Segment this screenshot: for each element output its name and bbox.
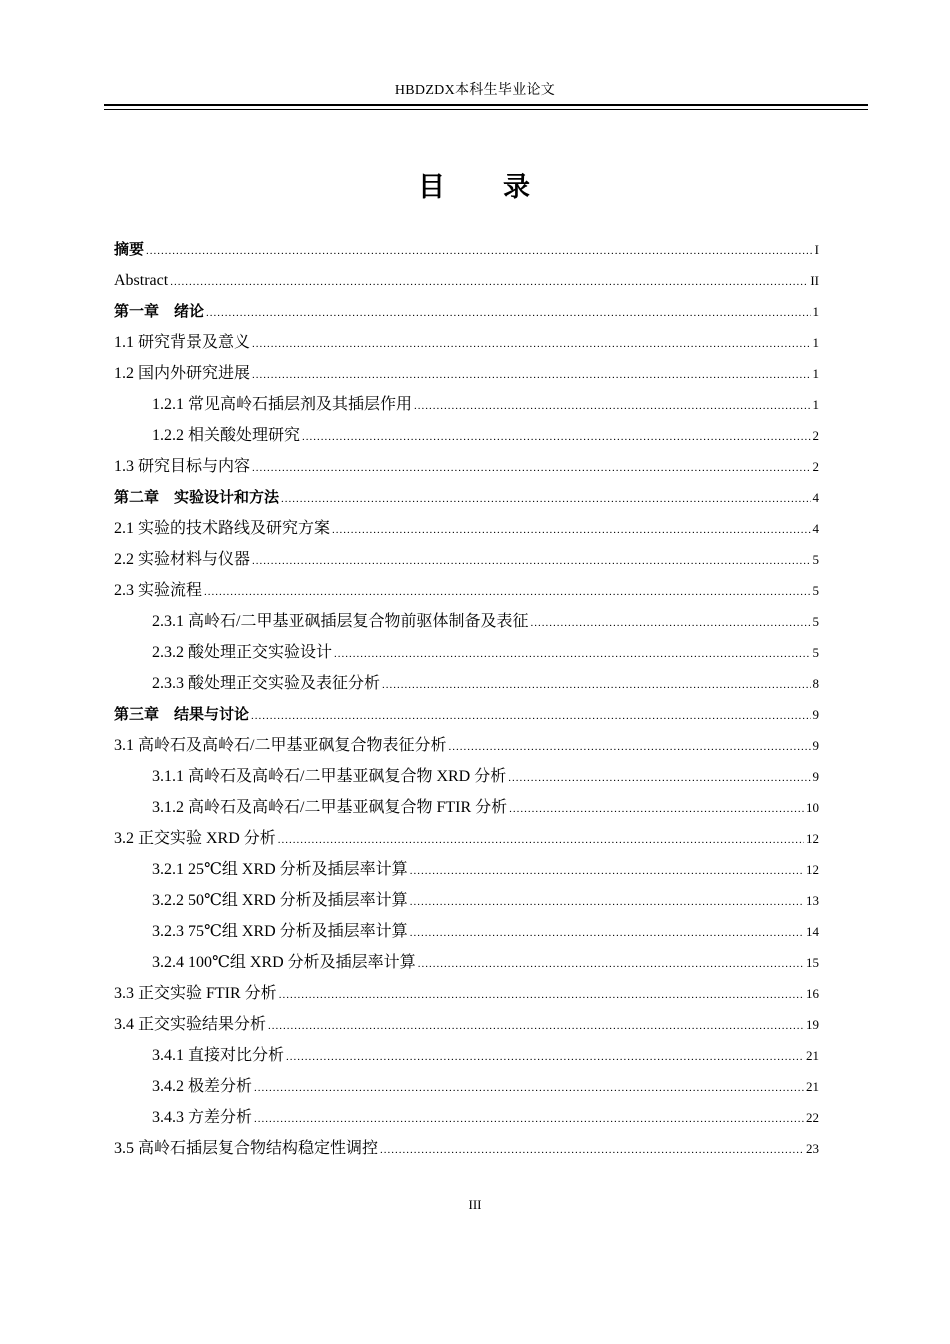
dot-leader <box>410 887 804 918</box>
dot-leader <box>254 1073 804 1104</box>
toc-entry-page: 1 <box>812 397 819 412</box>
toc-entry-page: 22 <box>806 1110 819 1125</box>
toc-entry-1-2[interactable] <box>114 358 819 389</box>
toc-entry-label: 3.2.1 25℃组 XRD 分析及插层率计算 <box>152 861 408 878</box>
dot-leader <box>509 794 804 825</box>
dot-leader <box>268 1011 804 1042</box>
dot-leader <box>302 422 810 453</box>
toc-entry-1-1[interactable] <box>114 327 819 358</box>
toc-entry-3-2[interactable] <box>114 823 819 854</box>
toc-entry-page: 13 <box>806 893 819 908</box>
toc-entry-label: 3.2.4 100℃组 XRD 分析及插层率计算 <box>152 954 416 971</box>
toc-entry-page: II <box>810 273 819 288</box>
dot-leader <box>254 1104 804 1135</box>
toc-entry-page: 15 <box>806 955 819 970</box>
dot-leader <box>279 980 804 1011</box>
toc-entry-3-1-2[interactable] <box>114 792 819 823</box>
toc-entry-label: 3.2.3 75℃组 XRD 分析及插层率计算 <box>152 923 408 940</box>
toc-entry-1-2-1[interactable] <box>114 389 819 420</box>
header-rule-thick <box>104 104 868 106</box>
toc-entry-label: 3.4.3 方差分析 <box>152 1109 253 1126</box>
toc-entry-page: 12 <box>806 831 819 846</box>
toc-entry-label: 第一章 绪论 <box>114 302 205 320</box>
toc-entry-page: 9 <box>812 738 819 753</box>
toc-entry-label: 第三章 结果与讨论 <box>114 705 250 723</box>
toc-entry-3-2-1[interactable] <box>114 854 819 885</box>
toc-entry-page: 5 <box>812 583 819 598</box>
toc-entry-label: 3.3 正交实验 FTIR 分析 <box>114 985 277 1002</box>
toc-entry-page: 5 <box>812 614 819 629</box>
toc-list <box>114 234 819 1164</box>
toc-entry-page: 23 <box>806 1141 819 1156</box>
toc-entry-label: Abstract <box>114 272 169 289</box>
toc-entry-1-2-2[interactable] <box>114 420 819 451</box>
toc-entry-page: 14 <box>806 924 819 939</box>
toc-entry-2-3[interactable] <box>114 575 819 606</box>
dot-leader <box>251 701 810 732</box>
toc-entry-page: 21 <box>806 1048 819 1063</box>
toc-entry-label: 1.1 研究背景及意义 <box>114 334 251 351</box>
dot-leader <box>252 453 810 484</box>
toc-entry-1-3[interactable] <box>114 451 819 482</box>
toc-entry-page: 8 <box>812 676 819 691</box>
toc-entry-page: 9 <box>812 769 819 784</box>
toc-entry-label: 1.2 国内外研究进展 <box>114 365 251 382</box>
toc-entry-2-2[interactable] <box>114 544 819 575</box>
dot-leader <box>334 639 810 670</box>
toc-entry-label: 2.1 实验的技术路线及研究方案 <box>114 520 331 537</box>
dot-leader <box>252 329 810 360</box>
dot-leader <box>206 298 810 329</box>
toc-entry-3-1-1[interactable] <box>114 761 819 792</box>
toc-entry-page: 21 <box>806 1079 819 1094</box>
toc-entry-label: 3.5 高岭石插层复合物结构稳定性调控 <box>114 1140 379 1157</box>
toc-entry-page: 9 <box>812 707 819 722</box>
toc-entry-3-2-4[interactable] <box>114 947 819 978</box>
toc-entry-2-1[interactable] <box>114 513 819 544</box>
toc-entry-page: 2 <box>812 459 819 474</box>
toc-title <box>0 165 950 204</box>
toc-title-char-2: 录 <box>503 172 532 203</box>
toc-entry-page: 19 <box>806 1017 819 1032</box>
toc-entry-label: 2.3.1 高岭石/二甲基亚砜插层复合物前驱体制备及表征 <box>152 613 529 630</box>
toc-entry-label: 2.3 实验流程 <box>114 582 203 599</box>
toc-entry-label: 1.2.2 相关酸处理研究 <box>152 427 301 444</box>
toc-entry-page: 1 <box>812 335 819 350</box>
toc-entry-label: 1.3 研究目标与内容 <box>114 458 251 475</box>
toc-entry-3-3[interactable] <box>114 978 819 1009</box>
toc-entry-2-3-2[interactable] <box>114 637 819 668</box>
toc-entry-label: 3.1.2 高岭石及高岭石/二甲基亚砜复合物 FTIR 分析 <box>152 799 508 816</box>
toc-entry-label: 1.2.1 常见高岭石插层剂及其插层作用 <box>152 396 413 413</box>
dot-leader <box>146 236 813 267</box>
dot-leader <box>380 1135 804 1166</box>
page-header: HBDZDX本科生毕业论文 <box>394 83 556 98</box>
toc-title-char-1: 目 <box>418 172 447 203</box>
toc-entry-3-4-3[interactable] <box>114 1102 819 1133</box>
toc-entry-chapter-3[interactable] <box>114 699 819 730</box>
toc-entry-abstract-cn[interactable] <box>114 234 819 265</box>
dot-leader <box>448 732 810 763</box>
toc-entry-page: 12 <box>806 862 819 877</box>
dot-leader <box>252 546 810 577</box>
toc-entry-page: 1 <box>812 304 819 319</box>
toc-entry-page: 16 <box>806 986 819 1001</box>
toc-entry-label: 3.4 正交实验结果分析 <box>114 1016 267 1033</box>
toc-entry-abstract-en[interactable] <box>114 265 819 296</box>
dot-leader <box>286 1042 804 1073</box>
dot-leader <box>418 949 804 980</box>
toc-entry-label: 2.2 实验材料与仪器 <box>114 551 251 568</box>
dot-leader <box>410 918 804 949</box>
dot-leader <box>414 391 810 422</box>
toc-entry-label: 3.1.1 高岭石及高岭石/二甲基亚砜复合物 XRD 分析 <box>152 768 507 785</box>
toc-entry-3-4-1[interactable] <box>114 1040 819 1071</box>
dot-leader <box>170 267 808 298</box>
toc-entry-label: 第二章 实验设计和方法 <box>114 488 280 506</box>
toc-entry-label: 摘要 <box>114 240 145 258</box>
toc-entry-label: 3.2.2 50℃组 XRD 分析及插层率计算 <box>152 892 408 909</box>
toc-entry-label: 3.2 正交实验 XRD 分析 <box>114 830 276 847</box>
page-number: III <box>468 1197 482 1212</box>
toc-entry-3-5[interactable] <box>114 1133 819 1164</box>
dot-leader <box>508 763 810 794</box>
toc-entry-3-1[interactable] <box>114 730 819 761</box>
toc-entry-page: 4 <box>812 521 819 536</box>
header-rule-thin <box>104 109 868 110</box>
toc-entry-page: 10 <box>806 800 819 815</box>
toc-entry-3-4-2[interactable] <box>114 1071 819 1102</box>
toc-entry-chapter-1[interactable] <box>114 296 819 327</box>
toc-entry-page: 4 <box>812 490 819 505</box>
toc-entry-page: I <box>814 242 819 257</box>
toc-entry-3-2-3[interactable] <box>114 916 819 947</box>
dot-leader <box>278 825 804 856</box>
toc-entry-label: 3.1 高岭石及高岭石/二甲基亚砜复合物表征分析 <box>114 737 447 754</box>
toc-entry-label: 3.4.2 极差分析 <box>152 1078 253 1095</box>
toc-entry-2-3-3[interactable] <box>114 668 819 699</box>
toc-entry-label: 2.3.3 酸处理正交实验及表征分析 <box>152 675 381 692</box>
dot-leader <box>281 484 810 515</box>
dot-leader <box>204 577 810 608</box>
toc-entry-3-2-2[interactable] <box>114 885 819 916</box>
toc-entry-label: 2.3.2 酸处理正交实验设计 <box>152 644 333 661</box>
dot-leader <box>410 856 804 887</box>
toc-entry-page: 2 <box>812 428 819 443</box>
toc-entry-label: 3.4.1 直接对比分析 <box>152 1047 285 1064</box>
toc-entry-2-3-1[interactable] <box>114 606 819 637</box>
dot-leader <box>530 608 810 639</box>
toc-entry-page: 5 <box>812 645 819 660</box>
dot-leader <box>382 670 810 701</box>
dot-leader <box>332 515 810 546</box>
toc-entry-page: 1 <box>812 366 819 381</box>
toc-entry-page: 5 <box>812 552 819 567</box>
toc-entry-3-4[interactable] <box>114 1009 819 1040</box>
toc-entry-chapter-2[interactable] <box>114 482 819 513</box>
dot-leader <box>252 360 810 391</box>
